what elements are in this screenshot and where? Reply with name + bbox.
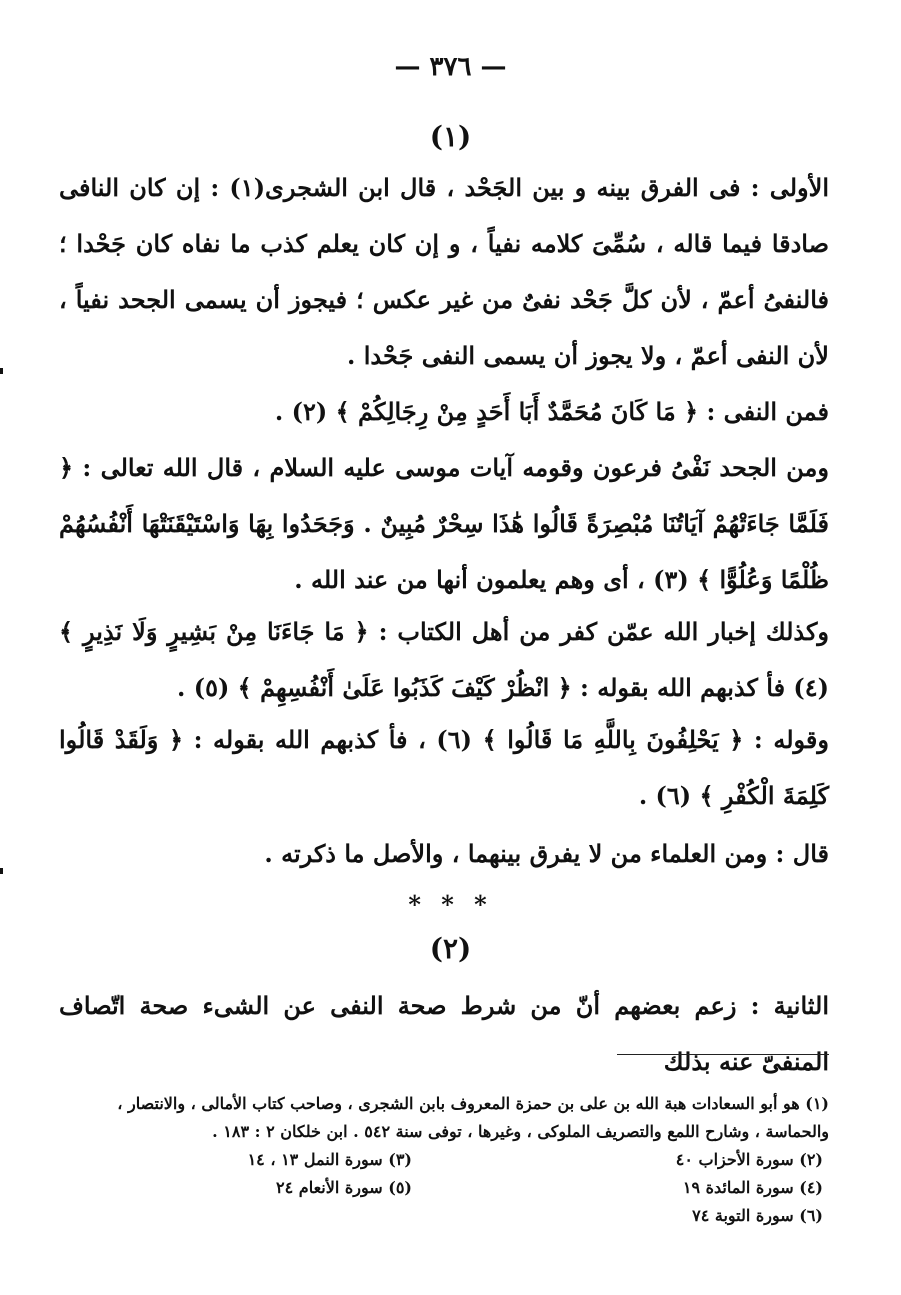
margin-mark bbox=[0, 868, 3, 874]
paragraph-people-of-book: وكذلك إخبار الله عمّن كفر من أهل الكتاب : ﴿ مَا جَاءَنَا مِنْ بَشِيرٍ وَلَا نَذِيرٍ ﴾ (٤) فأ كذبهم الله بقوله : ﴿ انْظُرْ كَيْفَ كَذَبُوا عَلَىٰ أَنْفُسِهِمْ ﴾ (٥) . bbox=[59, 617, 829, 702]
paragraph-scholars-opinion: قال : ومن العلماء من لا يفرق بينهما ، والأصل ما ذكرته . bbox=[264, 839, 829, 868]
section-number-2: (٢) bbox=[429, 932, 472, 965]
footnotes bbox=[59, 1090, 829, 1230]
footnote-row bbox=[59, 1146, 829, 1174]
paragraph-second-point: الثانية : زعم بعضهم أنّ من شرط صحة النفى عن الشىء صحة اتّصاف المنفىّ عنه بذلك bbox=[59, 991, 829, 1076]
footnote-row bbox=[59, 1202, 829, 1230]
section-separator: * * * bbox=[408, 890, 493, 919]
margin-mark bbox=[0, 368, 3, 374]
paragraph-swearing-verse: وقوله : ﴿ يَحْلِفُونَ بِاللَّهِ مَا قَالُوا ﴾ (٦) ، فأ كذبهم الله بقوله : ﴿ وَلَقَدْ قَالُوا كَلِمَةَ الْكُفْرِ ﴾ (٦) . bbox=[59, 725, 829, 810]
footnote-1: (١) هو أبو السعادات هبة الله بن على بن حمزة المعروف بابن الشجرى ، وصاحب كتاب الأمالى ، والانتصار ، والحماسة ، وشارح اللمع والتصريف الملوكى ، وغيرها ، توفى سنة ٥٤٢ . ابن خلكان ٢ : ١٨٣ . bbox=[117, 1094, 829, 1141]
footnote-5: (٥) سورة الأنعام ٢٤ bbox=[276, 1178, 412, 1197]
footnote-4: (٤) سورة المائدة ١٩ bbox=[682, 1178, 823, 1197]
page-number: — ٣٧٦ — bbox=[394, 52, 507, 82]
footnote-6: (٦) سورة التوبة ٧٤ bbox=[692, 1206, 823, 1225]
footnote-row bbox=[59, 1174, 829, 1202]
footnote-divider bbox=[617, 1054, 829, 1055]
paragraph-jahd-pharaoh: ومن الجحد نَفْىُ فرعون وقومه آيات موسى عليه السلام ، قال الله تعالى : ﴿ فَلَمَّا جَاءَتْهُمْ آيَاتُنَا مُبْصِرَةً قَالُوا هَٰذَا سِحْرٌ مُبِينٌ . وَجَحَدُوا بِهَا وَاسْتَيْقَنَتْهَا أَنْفُسُهُمْ ظُلْمًا وَعُلُوًّا ﴾ (٣) ، أى وهم يعلمون أنها من عند الله . bbox=[59, 453, 829, 594]
paragraph-nafy-example: فمن النفى : ﴿ مَا كَانَ مُحَمَّدٌ أَبَا أَحَدٍ مِنْ رِجَالِكُمْ ﴾ (٢) . bbox=[274, 397, 829, 426]
section-number-1: (١) bbox=[429, 120, 472, 153]
footnote-2: (٢) سورة الأحزاب ٤٠ bbox=[675, 1150, 823, 1169]
paragraph-first-point: الأولى : فى الفرق بينه و بين الجَحْد ، قال ابن الشجرى(١) : إن كان النافى صادقا فيما قاله ، سُمِّىَ كلامه نفياً ، و إن كان يعلم كذب ما نفاه كان جَحْدا ؛ فالنفىُ أعمّ ، لأن كلَّ جَحْد نفىٌ من غير عكس ؛ فيجوز أن يسمى الجحد نفياً ، لأن النفى أعمّ ، ولا يجوز أن يسمى النفى جَحْدا . bbox=[59, 173, 829, 370]
footnote-3: (٣) سورة النمل ١٣ ، ١٤ bbox=[247, 1150, 412, 1169]
